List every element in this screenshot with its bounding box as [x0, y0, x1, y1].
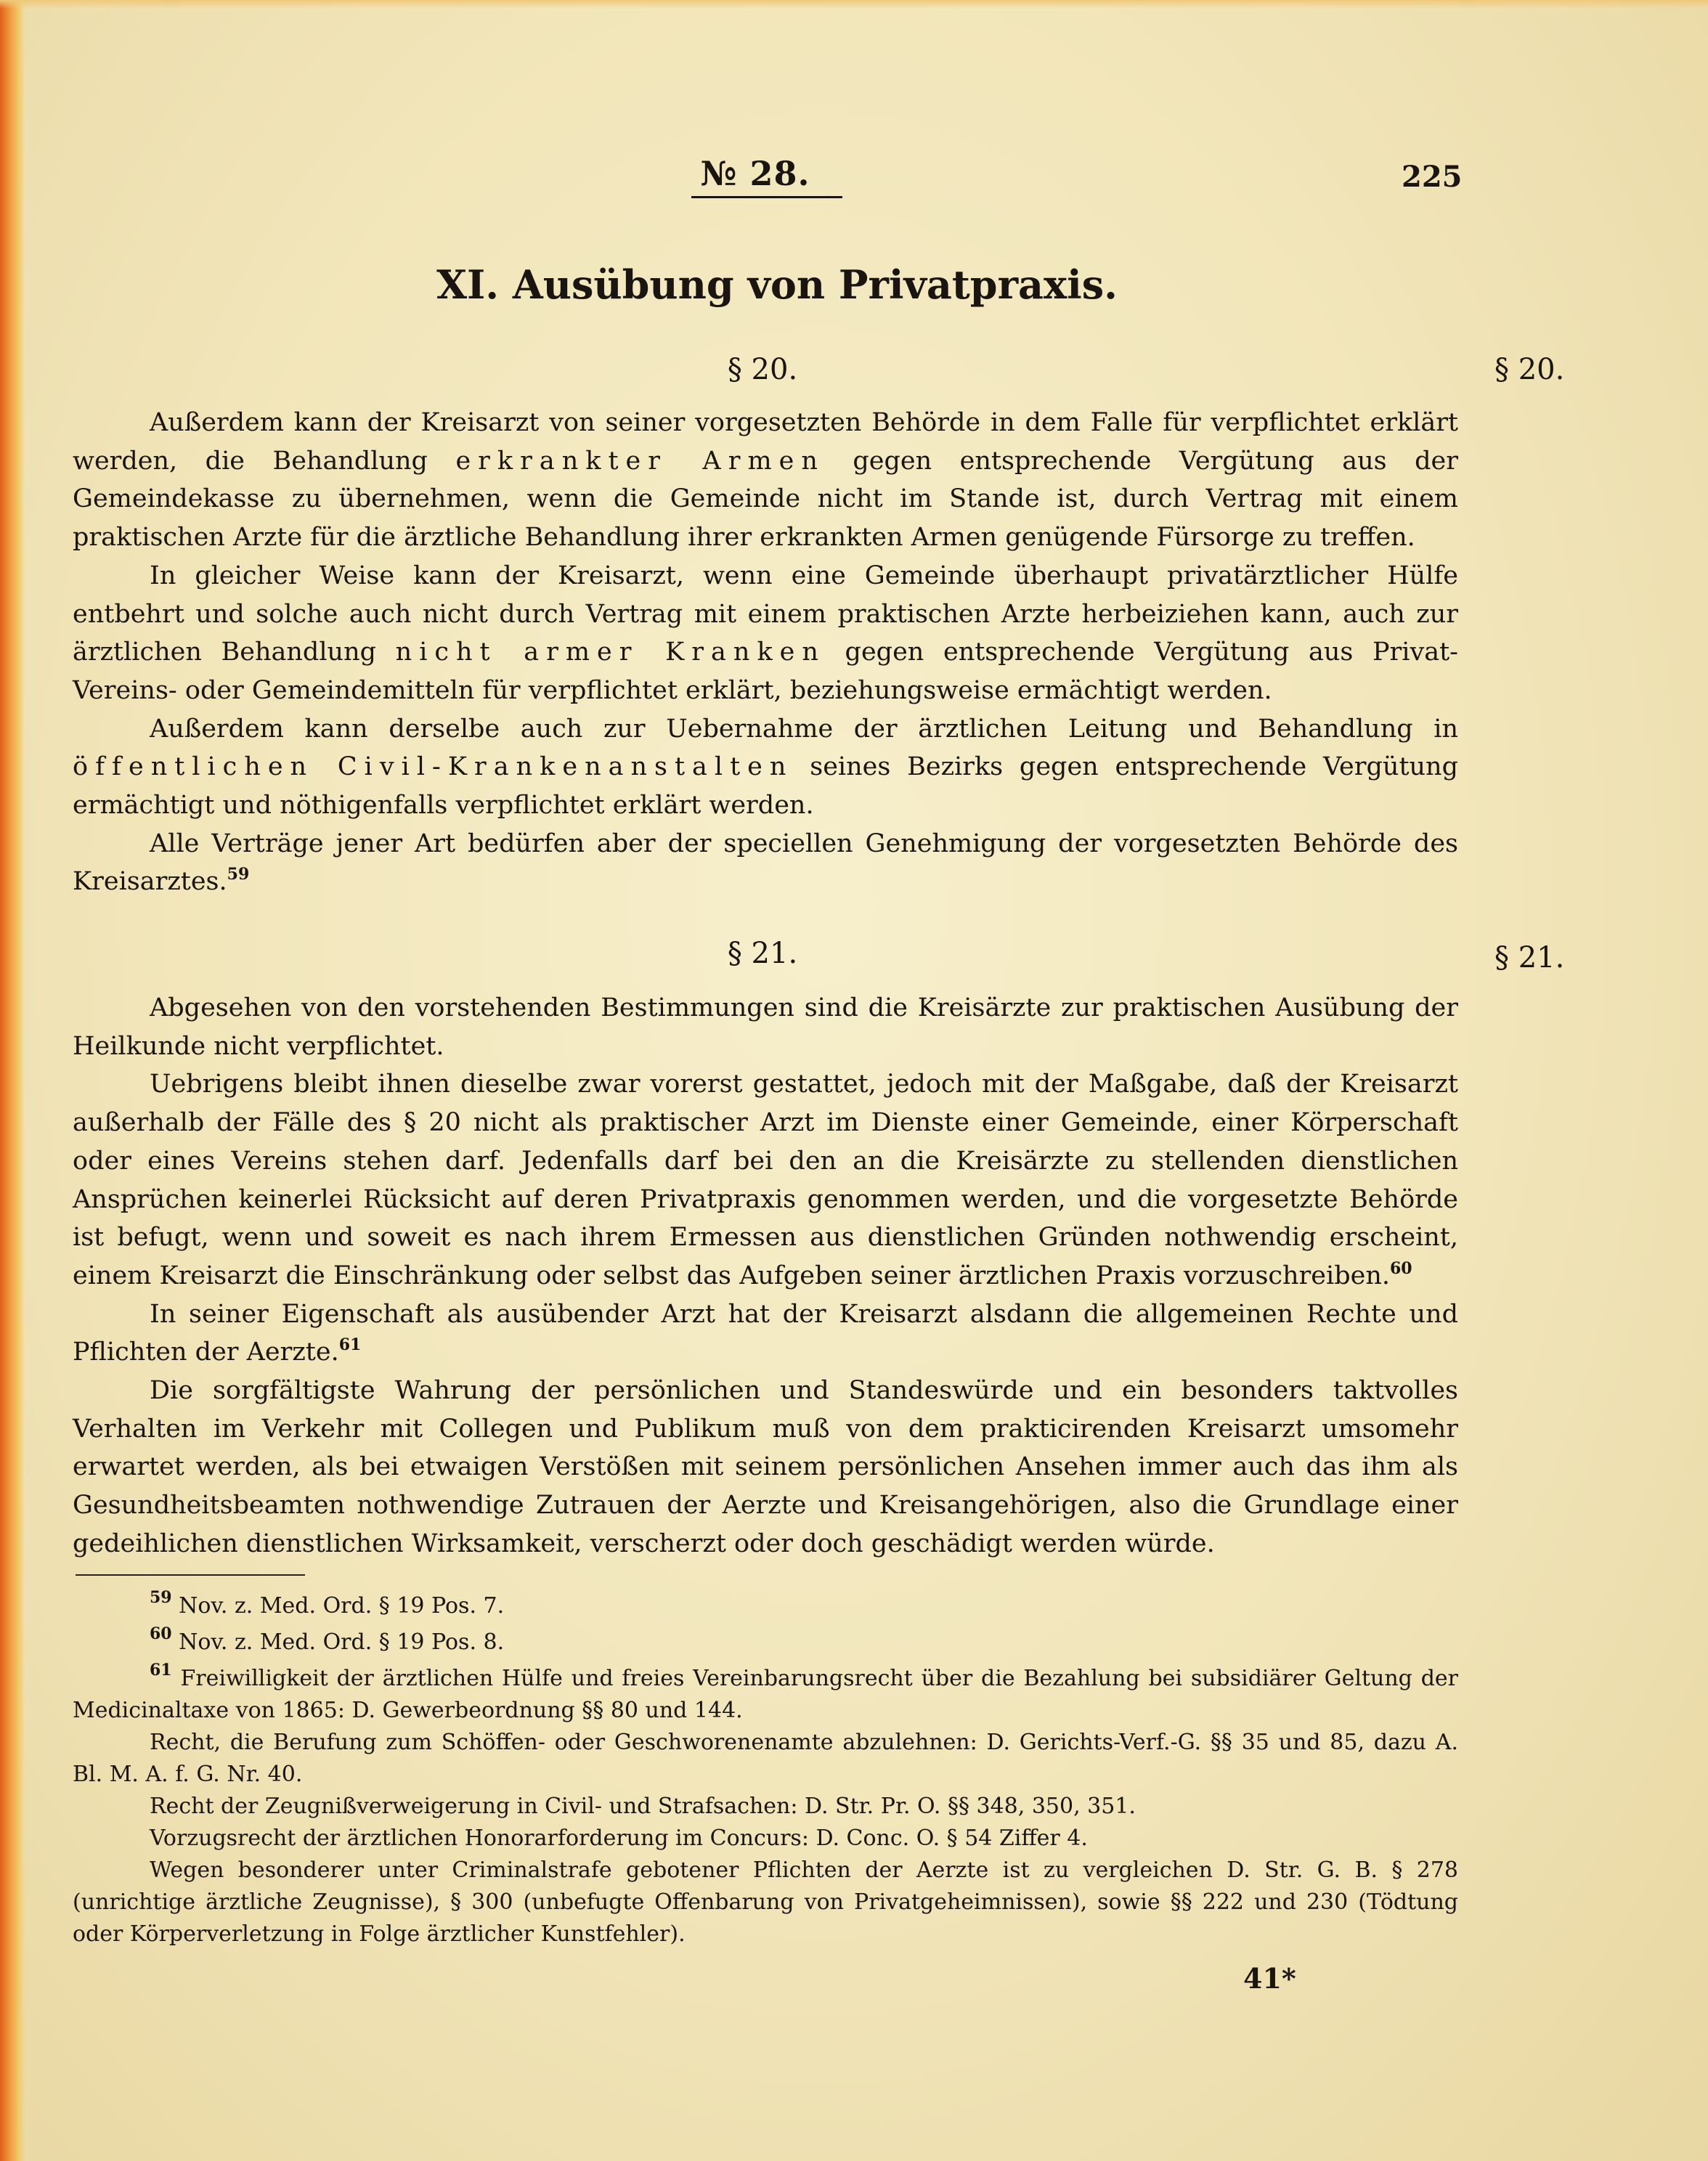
section-20-body	[73, 404, 1458, 901]
page-edge-stain	[0, 0, 25, 2161]
section-21-body	[73, 989, 1458, 1563]
paragraph: Außerdem kann derselbe auch zur Uebernahme der ärztlichen Leitung und Behandlung in öffentlichen Civil-Krankenanstalten seines Bezirks gegen entsprechende Vergütung ermächtigt und nöthigenfalls verpflichtet erklärt werden.	[73, 714, 1458, 821]
paragraph: Abgesehen von den vorstehenden Bestimmungen sind die Kreisärzte zur praktischen Ausübung der Heilkunde nicht verpflichtet.	[73, 993, 1458, 1061]
issue-underline	[691, 196, 842, 198]
chapter-title: XI. Ausübung von Privatpraxis.	[436, 261, 1118, 308]
page-top-edge	[0, 0, 1708, 9]
section-heading-20: § 20.	[727, 353, 798, 386]
footnote-61-continued: Wegen besonderer unter Criminalstrafe gebotener Pflichten der Aerzte ist zu vergleichen D. Str. G. B. § 278 (unrichtige ärztliche Zeugnisse), § 300 (unbefugte Offenbarung von Privatgeheimnissen), sowie §§ 222 und 230 (Tödtung oder Körperverletzung in Folge ärztlicher Kunstfehler).	[73, 1857, 1458, 1947]
paragraph: Die sorgfältigste Wahrung der persönlichen und Standeswürde und ein besonders taktvolles Verhalten im Verkehr mit Collegen und Publikum muß von dem prakticirenden Kreisarzt umsomehr erwartet werden, als bei etwaigen Verstößen mit seinem persönlichen Ansehen immer auch das ihm als Gesundheitsbeamten nothwendige Zutrauen der Aerzte und Kreisangehörigen, also die Grundlage einer gedeihlichen dienstlichen Wirksamkeit, verscherzt oder doch geschädigt werden würde.	[73, 1376, 1458, 1558]
section-heading-21: § 21.	[727, 937, 798, 970]
paragraph: Außerdem kann der Kreisarzt von seiner vorgesetzten Behörde in dem Falle für verpflichtet erklärt werden, die Behandlung erkrankter Armen gegen entsprechende Vergütung aus der Gemeindekasse zu übernehmen, wenn die Gemeinde nicht im Stande ist, durch Vertrag mit einem praktischen Arzte für die ärztliche Behandlung ihrer erkrankten Armen genügende Fürsorge zu treffen.	[73, 408, 1458, 553]
footnotes	[73, 1590, 1458, 1950]
footnote-60: $^{60}$ Nov. z. Med. Ord. § 19 Pos. 8.	[150, 1624, 505, 1655]
paragraph: In gleicher Weise kann der Kreisarzt, wenn eine Gemeinde überhaupt privatärztlicher Hülfe entbehrt und solche auch nicht durch Vertrag mit einem praktischen Arzte herbeiziehen kann, auch zur ärztlichen Behandlung nicht armer Kranken gegen entsprechende Vergütung aus Privat-Vereins- oder Gemeindemitteln für verpflichtet erklärt, beziehungsweise ermächtigt werden.	[73, 561, 1458, 705]
footnote-61: $^{61}$ Freiwilligkeit der ärztlichen Hülfe und freies Vereinbarungsrecht über die Bezahlung bei subsidiärer Geltung der Medicinaltaxe von 1865: D. Gewerbeordnung §§ 80 und 144.	[73, 1661, 1458, 1723]
footnote-ref-61: 61	[338, 1335, 362, 1355]
margin-note-20: § 20.	[1494, 353, 1565, 386]
footnote-61-continued: Vorzugsrecht der ärztlichen Honorarforderung im Concurs: D. Conc. O. § 54 Ziffer 4.	[150, 1826, 1088, 1851]
paragraph: Alle Verträge jener Art bedürfen aber der speciellen Genehmigung der vorgesetzten Behörde des Kreisarztes.$^{59}$	[73, 829, 1458, 897]
footnote-ref-59: 59	[227, 865, 250, 884]
footnote-59: $^{59}$ Nov. z. Med. Ord. § 19 Pos. 7.	[150, 1588, 505, 1619]
paragraph: Uebrigens bleibt ihnen dieselbe zwar vorerst gestattet, jedoch mit der Maßgabe, daß der Kreisarzt außerhalb der Fälle des § 20 nicht als praktischer Arzt im Dienste einer Gemeinde, einer Körperschaft oder eines Vereins stehen darf. Jedenfalls darf bei den an die Kreisärzte zu stellenden dienstlichen Ansprüchen keinerlei Rücksicht auf deren Privatpraxis genommen werden, und die vorgesetzte Behörde ist befugt, wenn und soweit es nach ihrem Ermessen aus dienstlichen Gründen nothwendig erscheint, einem Kreisarzt die Einschränkung oder selbst das Aufgeben seiner ärztlichen Praxis vorzuschreiben.$^{60}$	[73, 1070, 1458, 1290]
footnote-61-continued: Recht der Zeugnißverweigerung in Civil- und Strafsachen: D. Str. Pr. O. §§ 348, 350, 351.	[150, 1794, 1136, 1819]
page-number: 225	[1402, 160, 1463, 194]
emphasis-spaced: nicht armer Kranken	[395, 638, 826, 667]
emphasis-spaced: öffentlichen Civil-Krankenanstalten	[73, 752, 794, 782]
footnote-separator	[76, 1574, 305, 1576]
paragraph: In seiner Eigenschaft als ausübender Arzt hat der Kreisarzt alsdann die allgemeinen Rechte und Pflichten der Aerzte.$^{61}$	[73, 1299, 1458, 1367]
footnote-ref-60: 60	[1389, 1258, 1412, 1278]
margin-note-21: § 21.	[1494, 941, 1565, 974]
sheet-signature: 41*	[1243, 1962, 1296, 1995]
emphasis-spaced: erkrankter Armen	[455, 446, 825, 476]
footnote-61-continued: Recht, die Berufung zum Schöffen- oder Geschworenenamte abzulehnen: D. Gerichts-Verf.-G. §§ 35 und 85, dazu A. Bl. M. A. f. G. Nr. 40.	[73, 1730, 1458, 1787]
issue-number: № 28.	[700, 154, 810, 193]
